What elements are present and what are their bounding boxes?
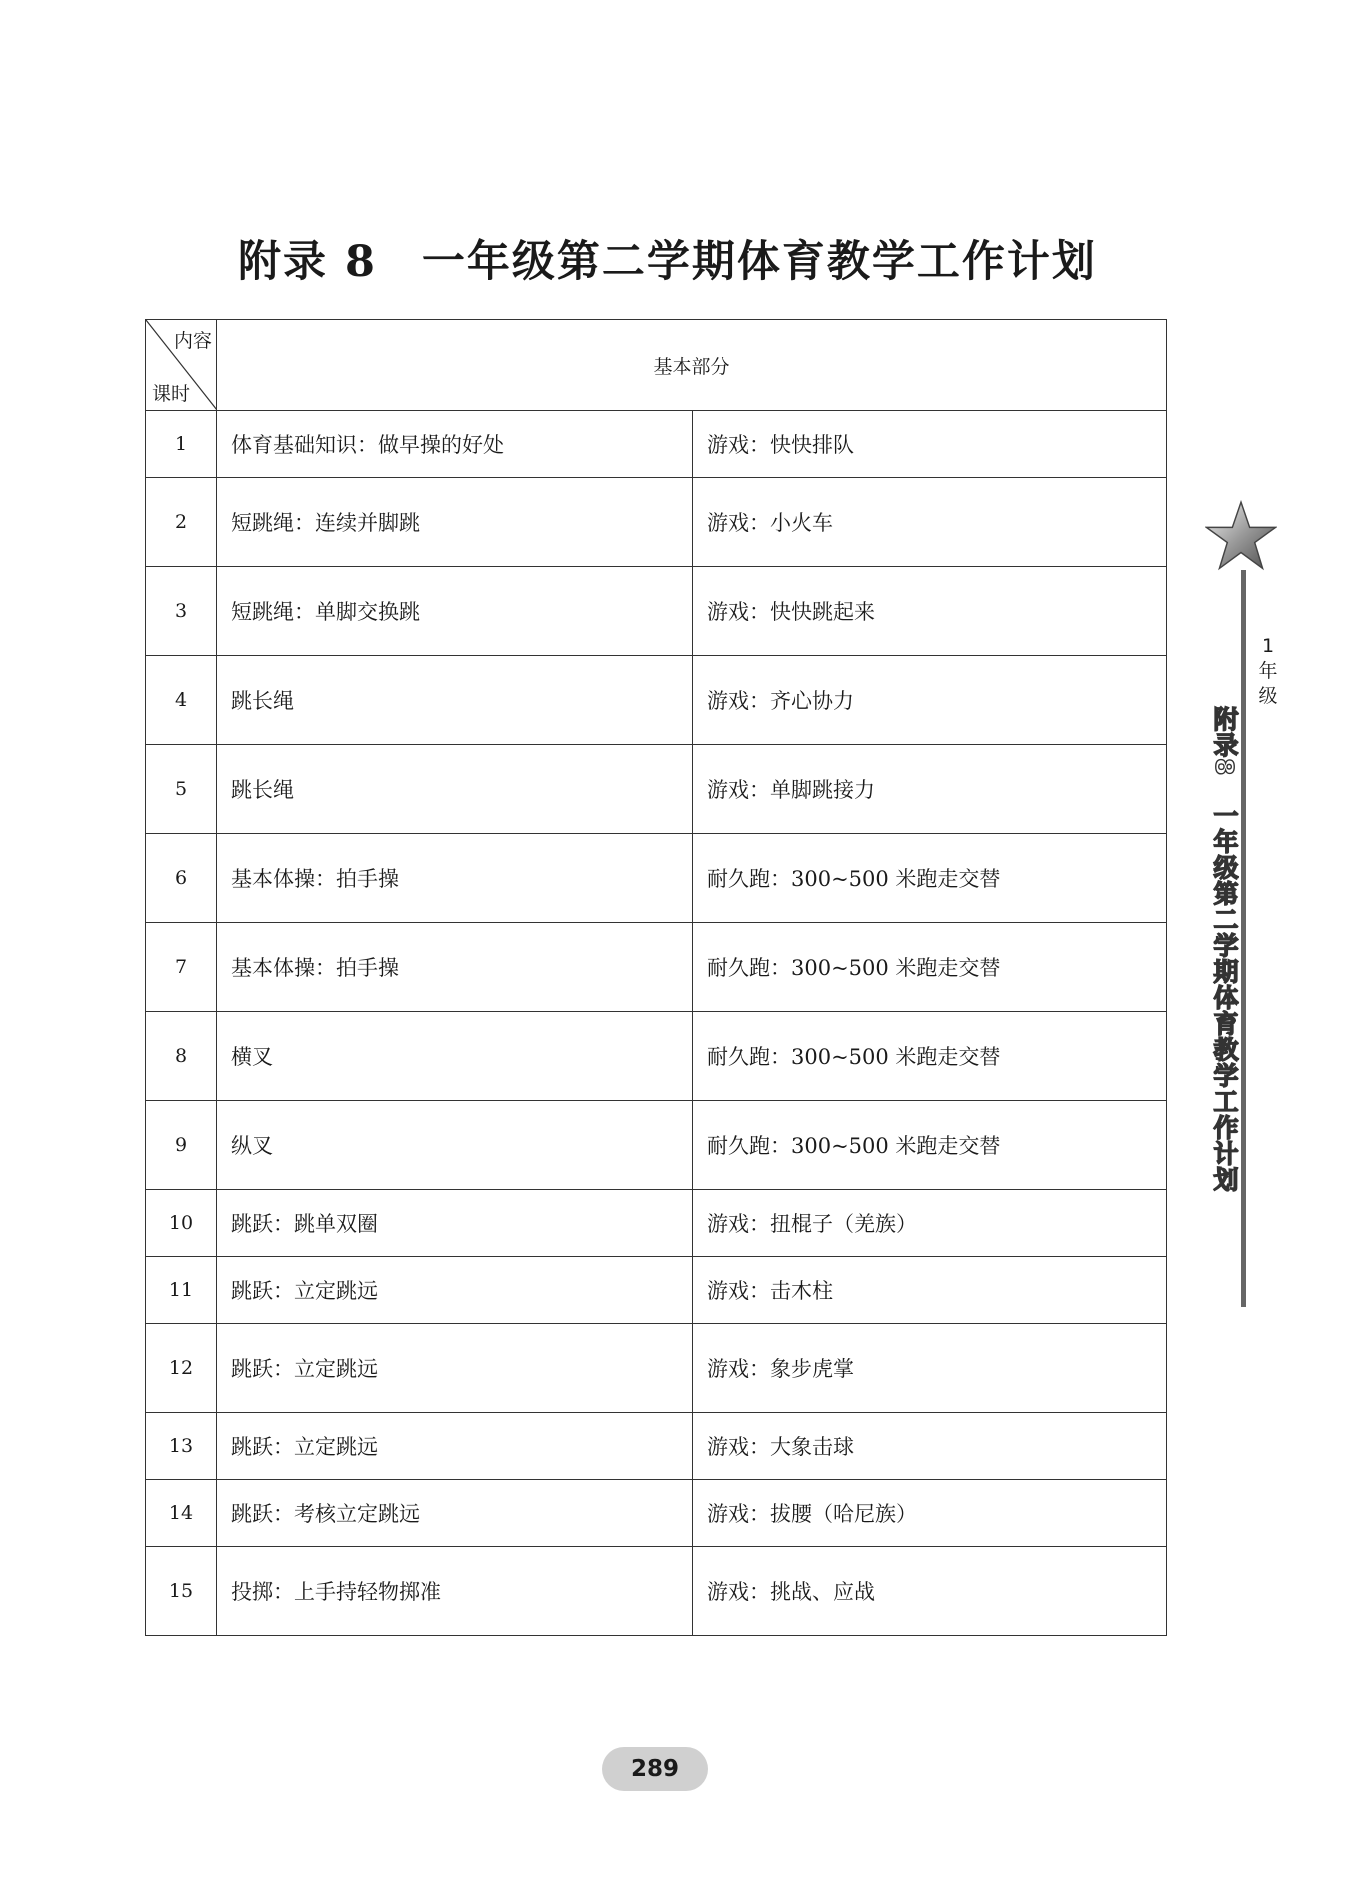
table-row: [146, 834, 1167, 923]
basic-content-cell: 纵叉: [217, 1101, 693, 1190]
basic-content-cell: 跳跃：立定跳远: [217, 1324, 693, 1413]
table-row: [146, 1480, 1167, 1547]
game-activity-cell: 游戏：击木柱: [693, 1257, 1167, 1324]
game-activity-cell: 耐久跑：300~500 米跑走交替: [693, 923, 1167, 1012]
basic-content-cell: 短跳绳：连续并脚跳: [217, 478, 693, 567]
table-row: [146, 656, 1167, 745]
corner-label-content: 内容: [173, 330, 212, 352]
table-body: [146, 411, 1167, 1636]
game-activity-cell: 游戏：拔腰（哈尼族）: [693, 1480, 1167, 1547]
game-activity-cell: 游戏：单脚跳接力: [693, 745, 1167, 834]
basic-content-cell: 短跳绳：单脚交换跳: [217, 567, 693, 656]
game-activity-cell: 游戏：快快排队: [693, 411, 1167, 478]
game-activity-cell: 游戏：快快跳起来: [693, 567, 1167, 656]
page-number: 289: [602, 1747, 708, 1791]
basic-content-cell: 跳长绳: [217, 745, 693, 834]
table-row: [146, 411, 1167, 478]
table-row: [146, 1324, 1167, 1413]
corner-cell: [146, 320, 217, 411]
lesson-number-cell: 11: [146, 1257, 217, 1324]
basic-content-cell: 跳跃：考核立定跳远: [217, 1480, 693, 1547]
table-row: [146, 1257, 1167, 1324]
lesson-number-cell: 13: [146, 1413, 217, 1480]
page-title: 附录 8 一年级第二学期体育教学工作计划: [238, 237, 1097, 287]
game-activity-cell: 耐久跑：300~500 米跑走交替: [693, 1101, 1167, 1190]
lesson-number-cell: 10: [146, 1190, 217, 1257]
corner-label-period: 课时: [152, 383, 191, 405]
table-row: [146, 1413, 1167, 1480]
basic-content-cell: 体育基础知识：做早操的好处: [217, 411, 693, 478]
table-row: [146, 1190, 1167, 1257]
table-row: [146, 567, 1167, 656]
basic-content-cell: 跳长绳: [217, 656, 693, 745]
game-activity-cell: 耐久跑：300~500 米跑走交替: [693, 1012, 1167, 1101]
lesson-number-cell: 15: [146, 1547, 217, 1636]
game-activity-cell: 耐久跑：300~500 米跑走交替: [693, 834, 1167, 923]
table-row: [146, 1547, 1167, 1636]
game-activity-cell: 游戏：扭棍子（羌族）: [693, 1190, 1167, 1257]
lesson-number-cell: 14: [146, 1480, 217, 1547]
basic-content-cell: 投掷：上手持轻物掷准: [217, 1547, 693, 1636]
lesson-number-cell: 4: [146, 656, 217, 745]
game-activity-cell: 游戏：象步虎掌: [693, 1324, 1167, 1413]
game-activity-cell: 游戏：齐心协力: [693, 656, 1167, 745]
lesson-number-cell: 5: [146, 745, 217, 834]
basic-content-cell: 跳跃：立定跳远: [217, 1257, 693, 1324]
table-row: [146, 745, 1167, 834]
teaching-plan-table: [145, 319, 1167, 1636]
side-running-title: 附录8 一年级第二学期体育教学工作计划: [1210, 706, 1239, 1193]
table-header-row: [146, 320, 1167, 411]
section-header: 基本部分: [217, 320, 1167, 411]
basic-content-cell: 基本体操：拍手操: [217, 834, 693, 923]
grade-label: 1 年级: [1258, 635, 1278, 707]
lesson-number-cell: 12: [146, 1324, 217, 1413]
lesson-number-cell: 3: [146, 567, 217, 656]
basic-content-cell: 跳跃：立定跳远: [217, 1413, 693, 1480]
game-activity-cell: 游戏：小火车: [693, 478, 1167, 567]
lesson-number-cell: 2: [146, 478, 217, 567]
lesson-number-cell: 7: [146, 923, 217, 1012]
basic-content-cell: 跳跃：跳单双圈: [217, 1190, 693, 1257]
game-activity-cell: 游戏：挑战、应战: [693, 1547, 1167, 1636]
table-row: [146, 1101, 1167, 1190]
basic-content-cell: 基本体操：拍手操: [217, 923, 693, 1012]
star-icon: [1205, 500, 1277, 576]
basic-content-cell: 横叉: [217, 1012, 693, 1101]
table-row: [146, 478, 1167, 567]
table-row: [146, 923, 1167, 1012]
lesson-number-cell: 6: [146, 834, 217, 923]
lesson-number-cell: 1: [146, 411, 217, 478]
lesson-number-cell: 8: [146, 1012, 217, 1101]
table-row: [146, 1012, 1167, 1101]
game-activity-cell: 游戏：大象击球: [693, 1413, 1167, 1480]
lesson-number-cell: 9: [146, 1101, 217, 1190]
